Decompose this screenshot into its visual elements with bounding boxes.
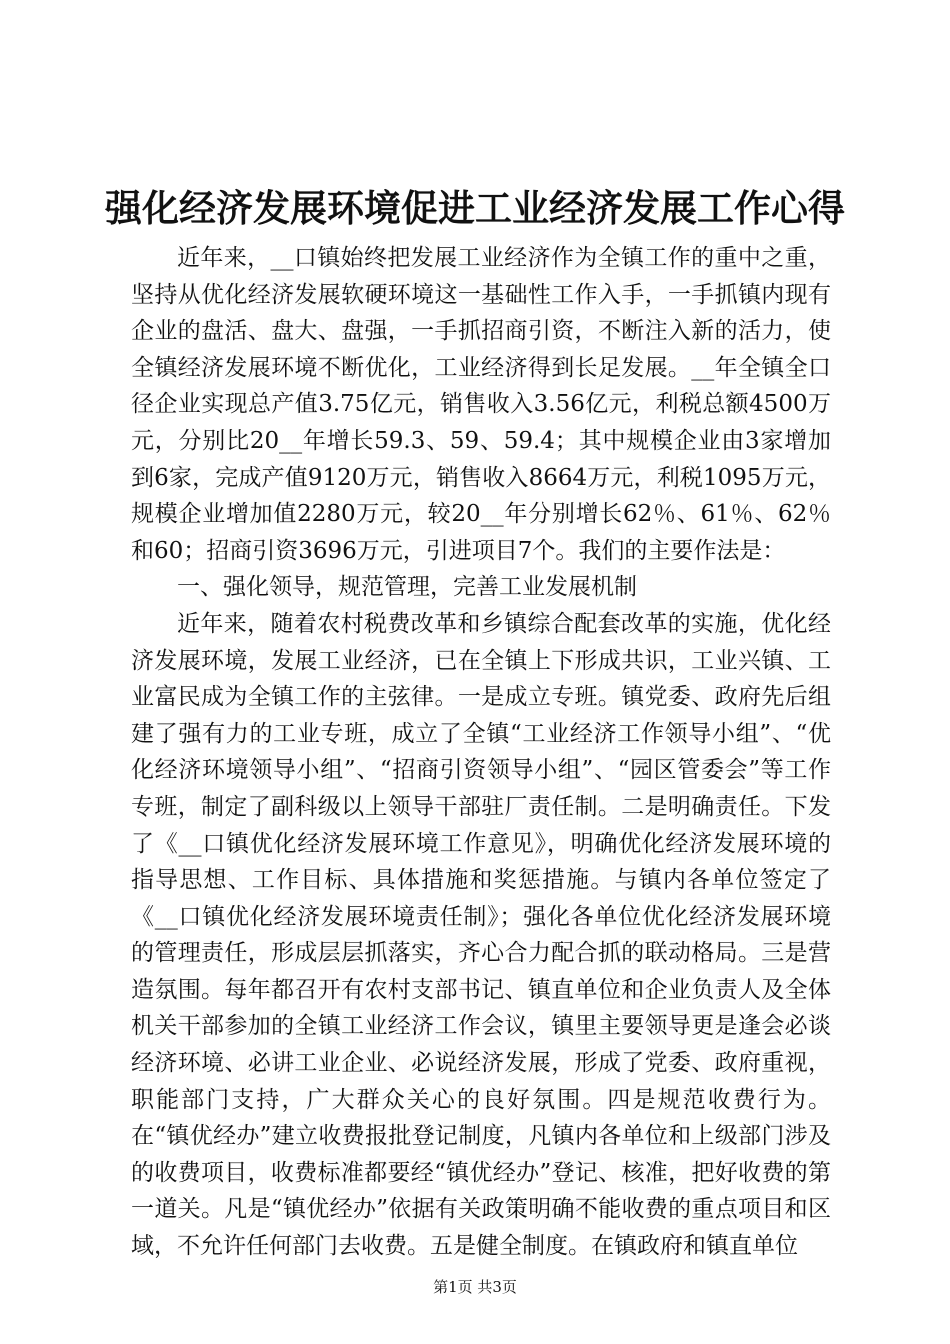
document-body (131, 240, 831, 1265)
page-footer: 第1页 共3页 (433, 1278, 517, 1296)
document-title: 强化经济发展环境促进工业经济发展工作心得 (105, 187, 845, 230)
paragraph-section-one: 近年来，随着农村税费改革和乡镇综合配套改革的实施，优化经济发展环境，发展工业经济，已在全镇上下形成共识，工业兴镇、工业富民成为全镇工作的主弦律。一是成立专班。镇党委、政府先后组建了强有力的工业专班，成立了全镇“工业经济工作领导小组”、“优化经济环境领导小组”、“招商引资领导小组”、“园区管委会”等工作专班，制定了副科级以上领导干部驻厂责任制。二是明确责任。下发了《__口镇优化经济发展环境工作意见》，明确优化经济发展环境的指导思想、工作目标、具体措施和奖惩措施。与镇内各单位签定了《__口镇优化经济发展环境责任制》；强化各单位优化经济发展环境的管理责任，形成层层抓落实，齐心合力配合抓的联动格局。三是营造氛围。每年都召开有农村支部书记、镇直单位和企业负责人及全体机关干部参加的全镇工业经济工作会议，镇里主要领导更是逢会必谈经济环境、必讲工业企业、必说经济发展，形成了党委、政府重视，职能部门支持，广大群众关心的良好氛围。四是规范收费行为。在“镇优经办”建立收费报批登记制度，凡镇内各单位和上级部门涉及的收费项目，收费标准都要经“镇优经办”登记、核准，把好收费的第一道关。凡是“镇优经办”依据有关政策明确不能收费的重点项目和区域，不允许任何部门去收费。五是健全制度。在镇政府和镇直单位 (131, 610, 831, 1260)
section-heading: 一、强化领导，规范管理，完善工业发展机制 (177, 574, 637, 601)
paragraph-intro: 近年来，__口镇始终把发展工业经济作为全镇工作的重中之重，坚持从优化经济发展软硬环境这一基础性工作入手，一手抓镇内现有企业的盘活、盘大、盘强，一手抓招商引资，不断注入新的活力，使全镇经济发展环境不断优化，工业经济得到长足发展。__年全镇全口径企业实现总产值3.75亿元，销售收入3.56亿元，利税总额4500万元，分别比20__年增长59.3、59、59.4；其中规模企业由3家增加到6家，完成产值9120万元，销售收入8664万元，利税1095万元，规模企业增加值2280万元，较20__年分别增长62％、61％、62％和60；招商引资3696万元，引进项目7个。我们的主要作法是： (131, 245, 831, 564)
